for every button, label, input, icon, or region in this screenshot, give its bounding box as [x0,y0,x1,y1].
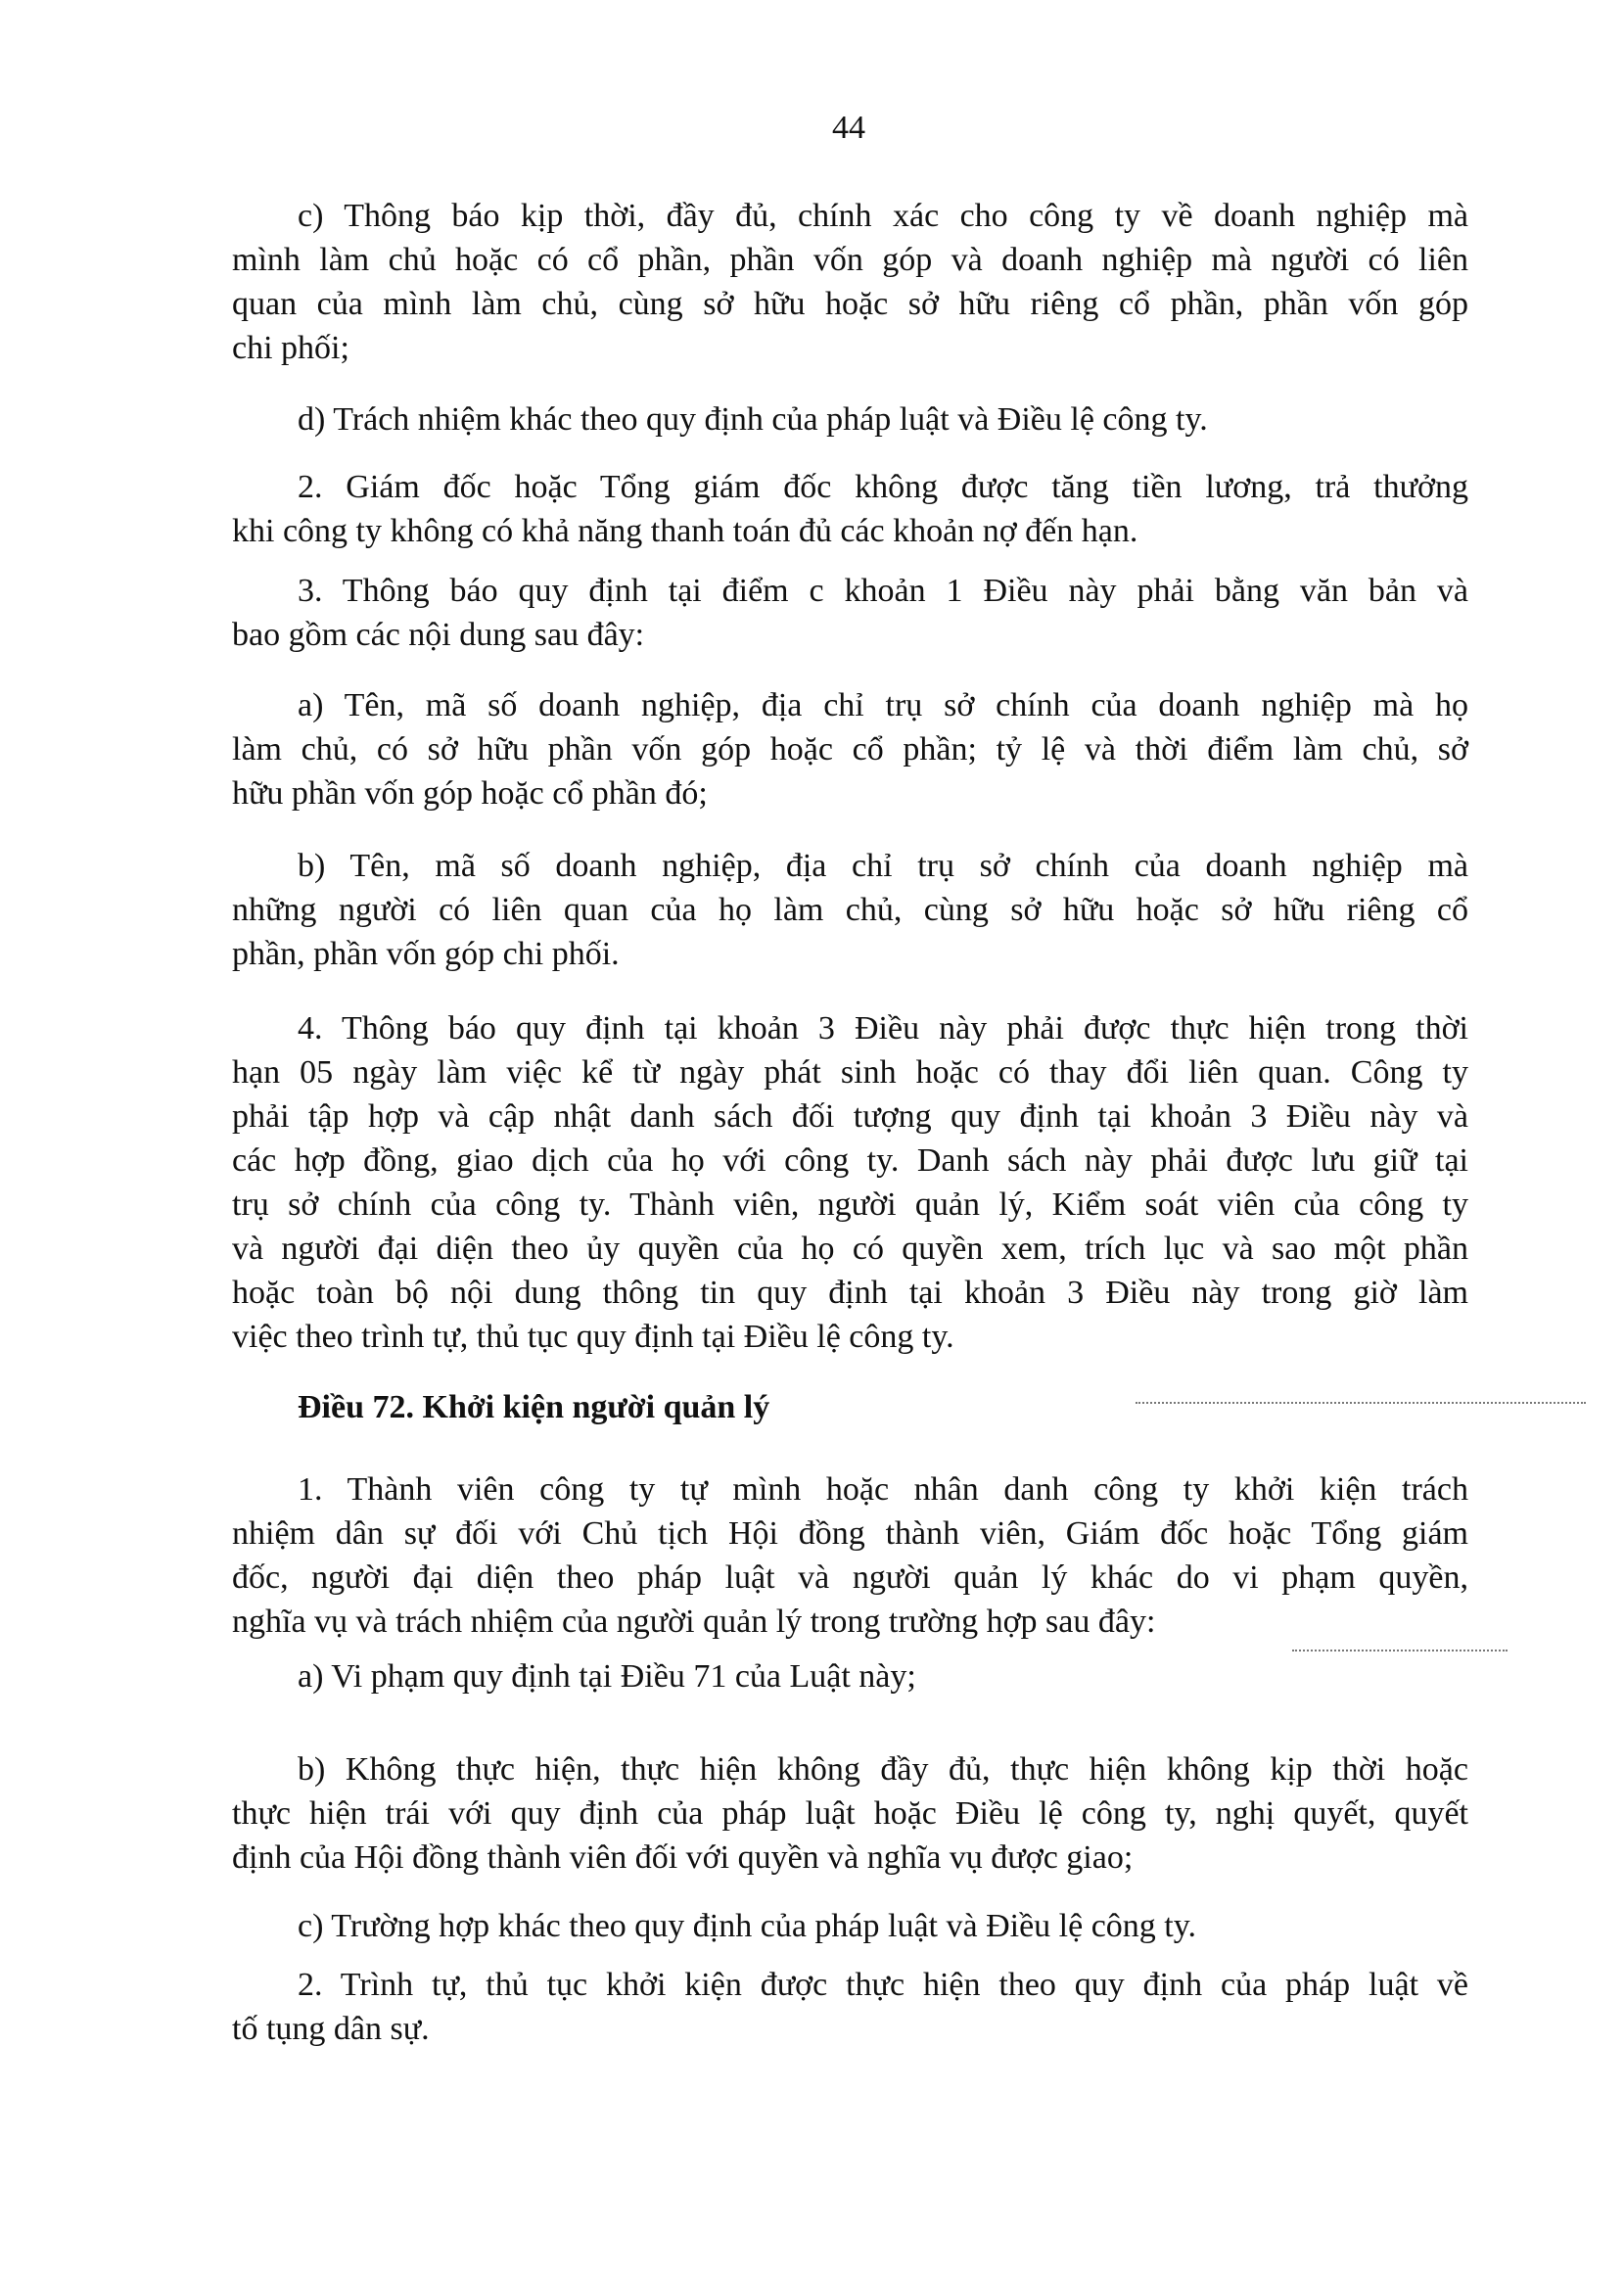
text-line: Điều 72. Khởi kiện người quản lý [298,1389,770,1425]
text-line: chi phối; [232,330,349,366]
paragraph [232,1963,1468,2051]
text-line: khi công ty không có khả năng thanh toán đủ các khoản nợ đến hạn. [232,513,1138,549]
text-line: làm chủ, có sở hữu phần vốn góp hoặc cổ phần; tỷ lệ và thời điểm làm chủ, sở [232,731,1468,767]
text-line: a) Vi phạm quy định tại Điều 71 của Luật này; [298,1658,916,1695]
paragraph [232,1006,1468,1359]
text-line: d) Trách nhiệm khác theo quy định của pháp luật và Điều lệ công ty. [298,401,1208,438]
text-line: mình làm chủ hoặc có cổ phần, phần vốn góp và doanh nghiệp mà người có liên [232,242,1468,278]
text-line: quan của mình làm chủ, cùng sở hữu hoặc sở hữu riêng cổ phần, phần vốn góp [232,286,1468,322]
text-line: việc theo trình tự, thủ tục quy định tại Điều lệ công ty. [232,1319,954,1355]
text-line: đốc, người đại diện theo pháp luật và người quản lý khác do vi phạm quyền, [232,1559,1468,1596]
paragraph [232,194,1468,370]
text-line: b) Không thực hiện, thực hiện không đầy đủ, thực hiện không kịp thời hoặc [298,1751,1468,1788]
paragraph [232,683,1468,815]
paragraph [232,569,1468,657]
paragraph [232,844,1468,976]
text-line: những người có liên quan của họ làm chủ, cùng sở hữu hoặc sở hữu riêng cổ [232,892,1468,928]
paragraph [232,1747,1468,1880]
text-line: nghĩa vụ và trách nhiệm của người quản lý trong trường hợp sau đây: [232,1604,1156,1640]
text-line: c) Thông báo kịp thời, đầy đủ, chính xác cho công ty về doanh nghiệp mà [298,198,1468,234]
text-line: các hợp đồng, giao dịch của họ với công ty. Danh sách này phải được lưu giữ tại [232,1142,1468,1179]
paragraph [232,465,1468,553]
scan-artifact-line [1136,1402,1586,1404]
text-line: và người đại diện theo ủy quyền của họ có quyền xem, trích lục và sao một phần [232,1231,1468,1267]
text-line: 4. Thông báo quy định tại khoản 3 Điều này phải được thực hiện trong thời [298,1010,1468,1046]
text-line: 1. Thành viên công ty tự mình hoặc nhân danh công ty khởi kiện trách [298,1471,1468,1508]
text-line: a) Tên, mã số doanh nghiệp, địa chỉ trụ sở chính của doanh nghiệp mà họ [298,687,1468,723]
text-line: phần, phần vốn góp chi phối. [232,936,620,972]
text-line: hạn 05 ngày làm việc kể từ ngày phát sinh hoặc có thay đổi liên quan. Công ty [232,1054,1468,1091]
paragraph [232,1467,1468,1644]
text-line: c) Trường hợp khác theo quy định của pháp luật và Điều lệ công ty. [298,1908,1197,1944]
text-line: 2. Giám đốc hoặc Tổng giám đốc không được tăng tiền lương, trả thưởng [298,469,1468,505]
text-line: trụ sở chính của công ty. Thành viên, người quản lý, Kiểm soát viên của công ty [232,1186,1468,1223]
text-line: hữu phần vốn góp hoặc cổ phần đó; [232,775,708,812]
article-heading [232,1385,1468,1429]
text-line: 3. Thông báo quy định tại điểm c khoản 1 Điều này phải bằng văn bản và [298,573,1468,609]
paragraph [232,397,1468,442]
paragraph [232,1654,1468,1698]
text-line: định của Hội đồng thành viên đối với quyền và nghĩa vụ được giao; [232,1839,1134,1876]
scan-artifact-line [1292,1650,1508,1651]
text-line: b) Tên, mã số doanh nghiệp, địa chỉ trụ sở chính của doanh nghiệp mà [298,848,1468,884]
text-line: bao gồm các nội dung sau đây: [232,617,645,653]
text-line: thực hiện trái với quy định của pháp luật hoặc Điều lệ công ty, nghị quyết, quyết [232,1795,1468,1832]
text-line: 2. Trình tự, thủ tục khởi kiện được thực hiện theo quy định của pháp luật về [298,1967,1468,2003]
text-line: hoặc toàn bộ nội dung thông tin quy định tại khoản 3 Điều này trong giờ làm [232,1275,1468,1311]
text-line: phải tập hợp và cập nhật danh sách đối tượng quy định tại khoản 3 Điều này và [232,1098,1468,1135]
text-line: nhiệm dân sự đối với Chủ tịch Hội đồng thành viên, Giám đốc hoặc Tổng giám [232,1515,1468,1552]
page-number: 44 [832,110,865,146]
paragraph [232,1904,1468,1948]
text-line: tố tụng dân sự. [232,2011,430,2047]
